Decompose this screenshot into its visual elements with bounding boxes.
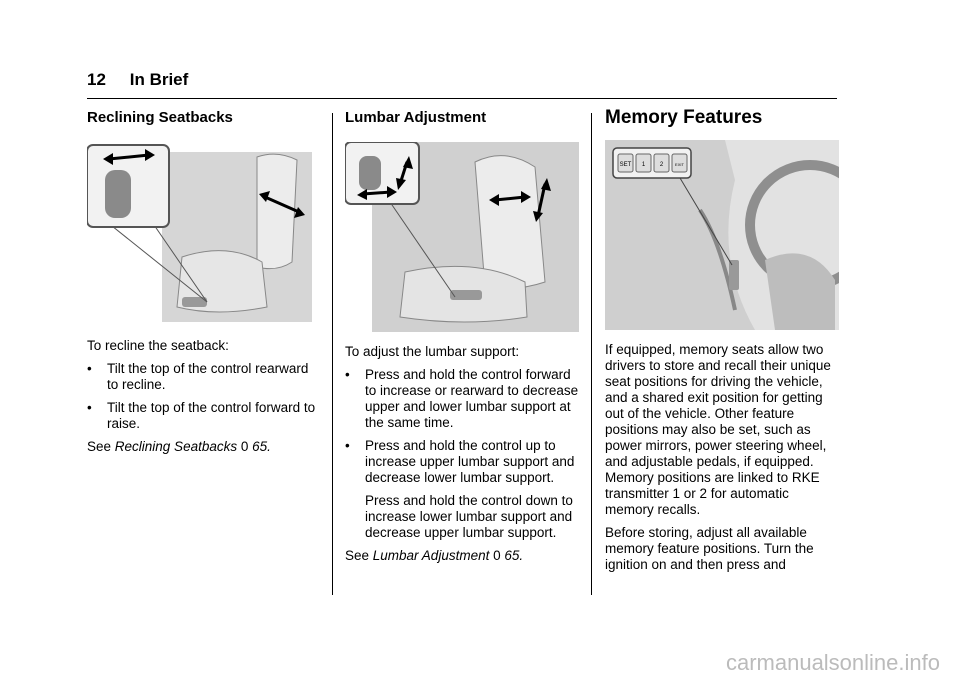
memory-paragraph-2: Before storing, adjust all available memory feature positions. Turn the ignition on and then press and [605,525,814,572]
bullet-marker: • [345,438,350,453]
reclining-seat-drawing [87,142,313,322]
reclining-link[interactable]: Reclining Seatbacks [114,439,238,454]
see-prefix: See [87,439,115,454]
memory-paragraph-1: If equipped, memory seats allow two drivers to store and recall their unique seat positions for driving the vehicle, and a shared exit position for getting out of the vehicle. Other feature positions may also be set, such as power mirrors, power steering wheel, and adjustable pedals, if equipped. Memory positions are linked to RKE transmitter 1 or 2 for automatic memory recalls. [605,342,831,517]
lumbar-bullet-text: Press and hold the control forward to increase or rearward to decrease upper and lower lumbar support at the same time. [365,367,579,430]
reclining-see-reference [87,439,322,455]
ref-arrow-icon: 0 [240,439,249,454]
column-divider-2 [591,113,592,595]
lumbar-bullet-text: Press and hold the control up to increase upper lumbar support and decrease lower lumbar support. [365,438,575,485]
reclining-bullet [87,361,322,393]
lumbar-seat-illustration [345,142,582,336]
heading-lumbar: Lumbar Adjustment [345,109,487,126]
bullet-marker: • [87,361,92,376]
heading-memory: Memory Features [605,107,763,128]
lumbar-see-reference [345,548,582,564]
ref-arrow-icon: 0 [493,548,501,563]
page-number: 12 [87,70,106,89]
watermark: carmanualsonline.info [725,650,940,675]
lumbar-bullet [345,438,582,486]
lumbar-link[interactable]: Lumbar Adjustment [372,548,490,563]
memory-features-illustration [605,140,840,334]
bullet-marker: • [345,367,350,382]
reclining-bullet-text: Tilt the top of the control forward to raise. [107,400,316,431]
memory-panel-drawing [605,140,839,330]
lumbar-page-ref[interactable]: 65. [504,548,524,563]
lumbar-indent-paragraph: Press and hold the control down to increase lower lumbar support and decrease upper lumbar support. [365,493,573,540]
header-rule [87,98,837,99]
column-divider-1 [332,113,333,595]
memory-1-button-label: 1 [641,162,646,168]
exit-button-label: EXIT [675,162,684,167]
page-header [87,70,837,90]
lumbar-seat-drawing [345,142,579,332]
section-title: In Brief [129,70,189,89]
reclining-seat-illustration [87,142,322,326]
reclining-intro: To recline the seatback: [87,338,229,353]
memory-2-button-label: 2 [659,162,664,168]
lumbar-intro: To adjust the lumbar support: [345,344,520,359]
heading-reclining: Reclining Seatbacks [87,109,233,126]
set-button-label: SET [619,162,632,168]
reclining-bullet-text: Tilt the top of the control rearward to recline. [107,361,309,392]
see-prefix: See [345,548,373,563]
reclining-page-ref[interactable]: 65. [252,439,271,454]
bullet-marker: • [87,400,92,415]
column-memory [605,107,840,580]
lumbar-bullet [345,367,582,431]
column-reclining [87,110,322,462]
column-lumbar [345,110,582,571]
reclining-bullet [87,400,322,432]
